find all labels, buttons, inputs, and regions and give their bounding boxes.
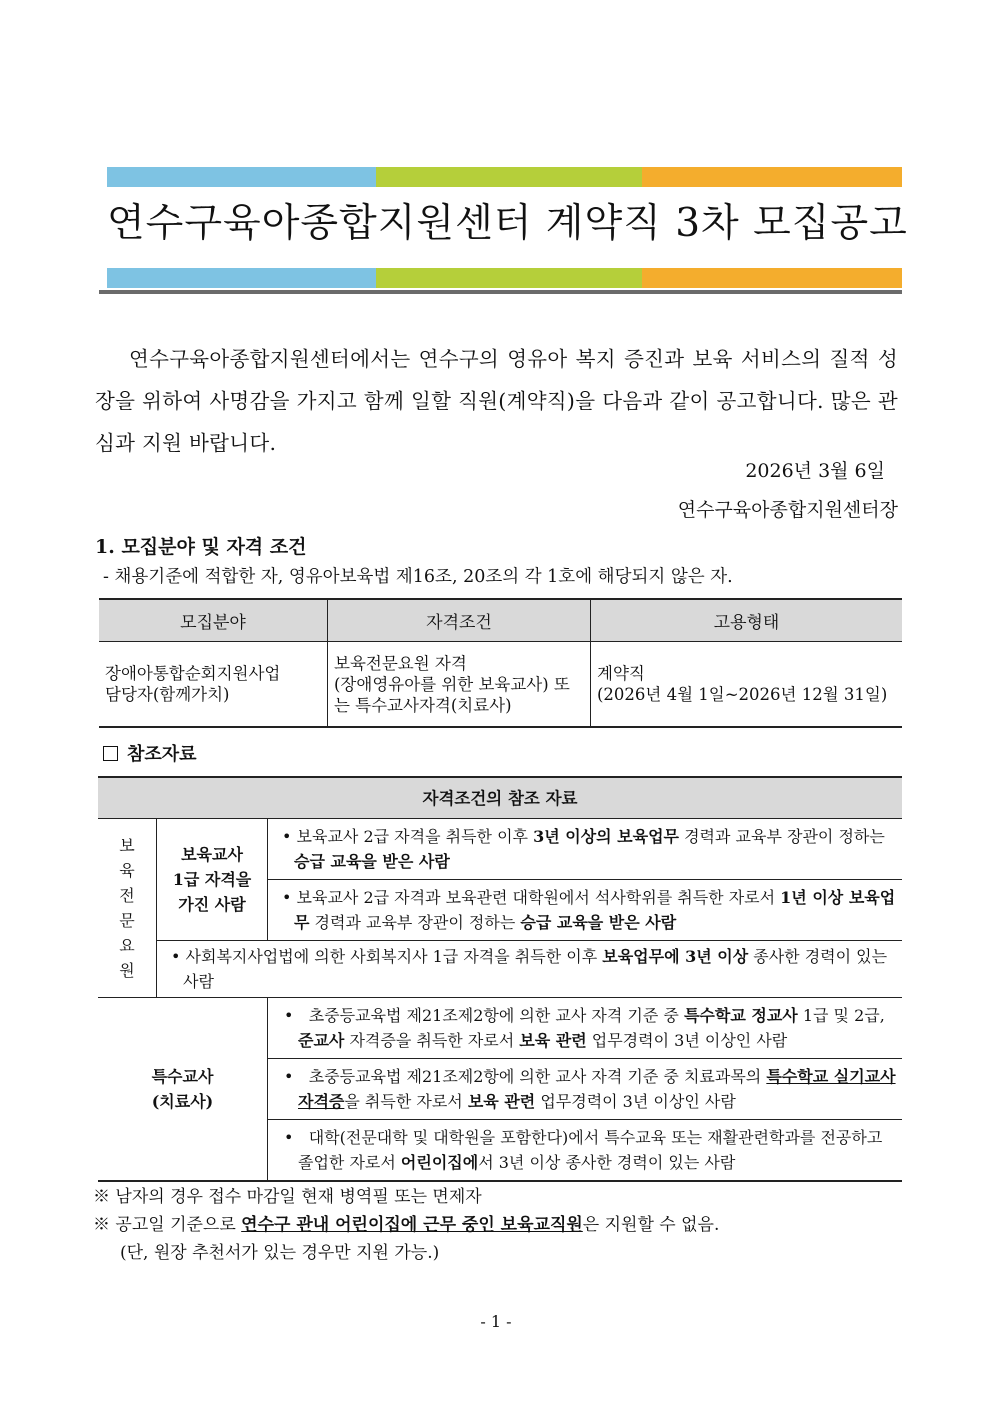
list-item: • 초중등교육법 제21조제2항에 의한 교사 자격 기준 중 치료과목의 특수학교 실기교사 자격증을 취득한 자로서 보육 관련 업무경력이 3년 이상인 사람: [268, 1059, 903, 1120]
recruitment-table: [99, 598, 902, 728]
list-item: • 보육교사 2급 자격과 보육관련 대학원에서 석사학위를 취득한 자로서 1년 이상 보육업무 경력과 교육부 장관이 정하는 승급 교육을 받은 사람: [268, 880, 903, 941]
page-number: - 1 -: [480, 1312, 512, 1331]
category-special-teacher: 특수교사 (치료사): [98, 998, 268, 1182]
category-teacher-level1: 보육교사 1급 자격을 가진 사람: [157, 819, 268, 941]
qualification-cell: 보육전문요원 자격 (장애영유아를 위한 보육교사) 또 는 특수교사자격(치료사): [328, 642, 591, 728]
top-color-bar: [107, 167, 902, 187]
intro-paragraph: 연수구육아종합지원센터에서는 연수구의 영유아 복지 증진과 보육 서비스의 질적 성장을 위하여 사명감을 가지고 함께 일할 직원(계약직)을 다음과 같이 공고합니다. 많은 관심과 지원 바랍니다.: [95, 347, 898, 455]
list-item: • 사회복지사업법에 의한 사회복지사 1급 자격을 취득한 이후 보육업무에 3년 이상 종사한 경력이 있는 사람: [157, 941, 903, 998]
page-title: 연수구육아종합지원센터 계약직 3차 모집공고: [107, 201, 908, 246]
notice-date: 2026년 3월 6일: [745, 460, 885, 482]
checkbox-square-icon: [103, 746, 118, 761]
header-employment: 고용형태: [591, 599, 903, 642]
vertical-label: 보 육 전 문 요 원: [98, 819, 157, 998]
note-restriction: ※ 공고일 기준으로 연수구 관내 어린이집에 근무 중인 보육교직원은 지원할 수 없음.: [93, 1215, 720, 1235]
notes: [93, 1183, 719, 1267]
list-item: • 대학(전문대학 및 대학원을 포함한다)에서 특수교육 또는 재활관련학과를 전공하고 졸업한 자로서 어린이집에서 3년 이상 종사한 경력이 있는 사람: [268, 1120, 903, 1182]
header-field: 모집분야: [99, 599, 328, 642]
employment-cell: 계약직 (2026년 4월 1일~2026년 12월 31일): [591, 642, 903, 728]
list-item: • 보육교사 2급 자격을 취득한 이후 3년 이상의 보육업무 경력과 교육부 장관이 정하는 승급 교육을 받은 사람: [268, 819, 903, 880]
note-military: ※ 남자의 경우 접수 마감일 현재 병역필 또는 면제자: [93, 1187, 482, 1207]
title-underline: [99, 290, 902, 294]
reference-table: [98, 776, 902, 1182]
header-qualification: 자격조건: [328, 599, 591, 642]
field-cell: 장애아통합순회지원사업 담당자(함께가치): [99, 642, 328, 728]
list-item: • 초중등교육법 제21조제2항에 의한 교사 자격 기준 중 특수학교 정교사 1급 및 2급, 준교사 자격증을 취득한 자로서 보육 관련 업무경력이 3년 이상인 사람: [268, 998, 903, 1059]
signer: 연수구육아종합지원센터장: [677, 499, 898, 521]
reference-table-title: 자격조건의 참조 자료: [98, 777, 902, 819]
note-exception: (단, 원장 추천서가 있는 경우만 지원 가능.): [120, 1243, 440, 1263]
bottom-color-bar: [107, 268, 902, 288]
section2-heading: 참조자료: [103, 740, 197, 766]
section1-note: - 채용기준에 적합한 자, 영유아보육법 제16조, 20조의 각 1호에 해당되지 않은 자.: [103, 567, 733, 587]
section1-heading: 1. 모집분야 및 자격 조건: [95, 536, 307, 558]
